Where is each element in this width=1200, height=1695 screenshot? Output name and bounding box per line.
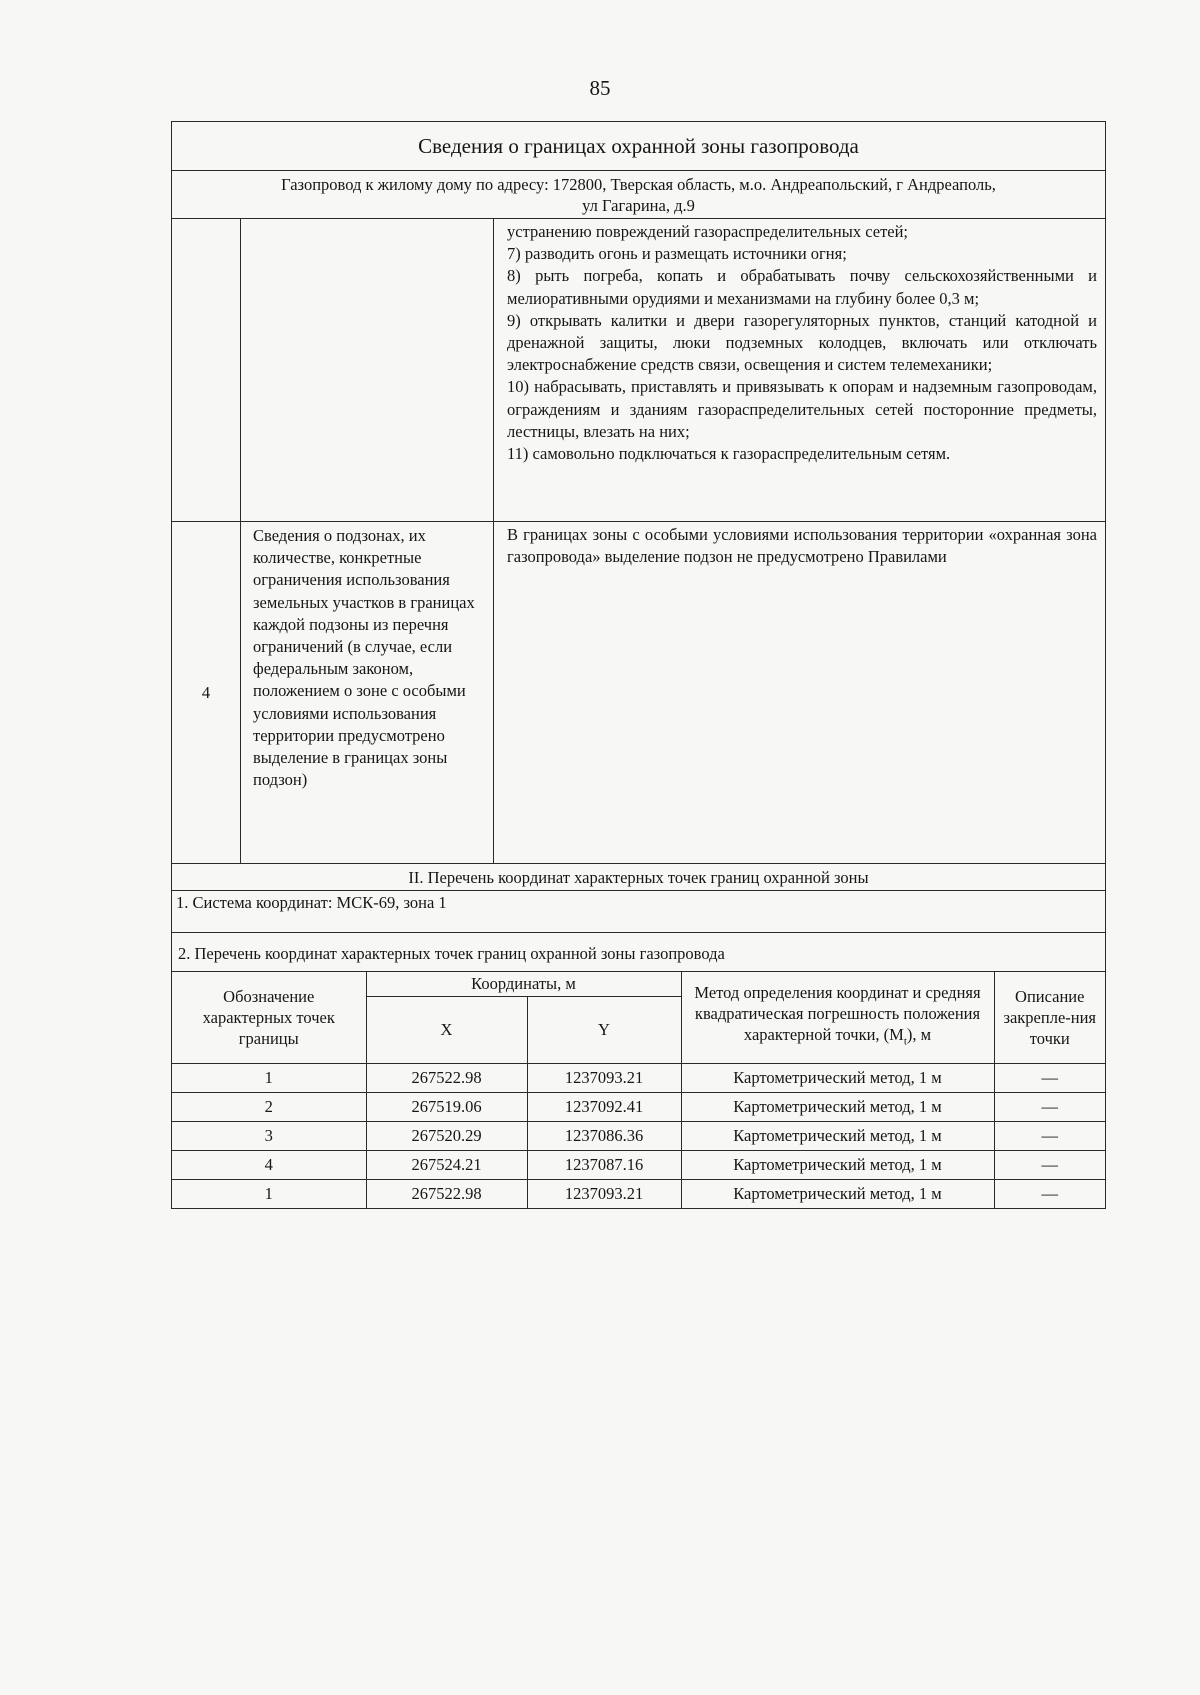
cell-point: 2 [172,1093,366,1122]
cell-description: — [994,1151,1105,1180]
row-description: В границах зоны с особыми условиями использования территории «охранная зона газопровода» выделение подзон не предусмотрено Правилами [507,525,1097,567]
header-x: X [366,997,527,1064]
header-coordinates: Координаты, м [366,972,681,997]
restriction-item: устранению повреждений газораспределительных сетей; [507,222,909,241]
object-address [172,171,1105,219]
cell-description: — [994,1180,1105,1209]
cell-x: 267522.98 [366,1180,527,1209]
row-name: Сведения о подзонах, их количестве, конкретные ограничения использования земельных участков в границах каждой подзоны из перечня ограничений (в случае, если федеральным законом, положением о зоне с особыми условиями использования территории предусмотрено выделение в границах зоны подзон) [241,522,494,863]
coords-table [172,972,1105,1208]
cell-point: 1 [172,1064,366,1093]
address-line-1: Газопровод к жилому дому по адресу: 172800, Тверская область, м.о. Андреапольский, г Андреаполь, [281,175,996,194]
table-row [172,1064,1105,1093]
restriction-item: 7) разводить огонь и размещать источники огня; [507,244,847,264]
cell-method: Картометрический метод, 1 м [681,1180,994,1209]
coordinate-list-title: 2. Перечень координат характерных точек границ охранной зоны газопровода [172,933,1105,972]
cell-x: 267520.29 [366,1122,527,1151]
cell-point: 4 [172,1151,366,1180]
cell-y: 1237093.21 [527,1180,681,1209]
cell-method: Картометрический метод, 1 м [681,1093,994,1122]
row-name-cell-empty [241,219,494,521]
row-number: 4 [172,522,241,863]
document-title: Сведения о границах охранной зоны газопровода [172,122,1105,171]
table-row [172,1151,1105,1180]
cell-y: 1237093.21 [527,1064,681,1093]
table-row [172,1093,1105,1122]
restrictions-continued-row [172,219,1105,522]
coordinate-system: 1. Система координат: МСК-69, зона 1 [172,891,1105,933]
header-point: Обозначение характерных точек границы [172,972,366,1064]
coords-table-wrapper [172,972,1105,1208]
header-description: Описание закрепле-ния точки [994,972,1105,1064]
cell-description: — [994,1122,1105,1151]
restriction-item: 9) открывать калитки и двери газорегуляторных пунктов, станций катодной и дренажной защиты, люки подземных колодцев, включать или отключать электроснабжение средств связи, освещения и систем телемеханики; [507,310,1097,375]
cell-y: 1237092.41 [527,1093,681,1122]
cell-x: 267519.06 [366,1093,527,1122]
cell-method: Картометрический метод, 1 м [681,1122,994,1151]
page-number: 85 [589,76,611,100]
cell-point: 1 [172,1180,366,1209]
cell-point: 3 [172,1122,366,1151]
section-heading: II. Перечень координат характерных точек границ охранной зоны [172,864,1105,891]
zone-document-table [171,121,1106,1209]
header-y: Y [527,997,681,1064]
table-row [172,1180,1105,1209]
restriction-item: 11) самовольно подключаться к газораспределительным сетям. [507,444,951,464]
table-row [172,1122,1105,1151]
cell-x: 267524.21 [366,1151,527,1180]
row-number-cell-empty [172,219,241,521]
cell-method: Картометрический метод, 1 м [681,1151,994,1180]
header-method: Метод определения координат и средняя квадратическая погрешность положения характерной точки, $(M_t)$, м [681,972,994,1064]
cell-y: 1237086.36 [527,1122,681,1151]
restrictions-list [494,219,1105,521]
cell-x: 267522.98 [366,1064,527,1093]
cell-method: Картометрический метод, 1 м [681,1064,994,1093]
subzones-row [172,522,1105,864]
cell-description: — [994,1093,1105,1122]
cell-description: — [994,1064,1105,1093]
address-line-2: ул Гагарина, д.9 [582,196,695,215]
cell-y: 1237087.16 [527,1151,681,1180]
restriction-item: 10) набрасывать, приставлять и привязывать к опорам и надземным газопроводам, ограждениям и зданиям газораспределительных сетей посторонние предметы, лестницы, влезать на них; [507,377,1097,441]
restriction-item: 8) рыть погреба, копать и обрабатывать почву сельскохозяйственными и мелиоративными орудиями и механизмами на глубину более 0,3 м; [507,266,1097,308]
